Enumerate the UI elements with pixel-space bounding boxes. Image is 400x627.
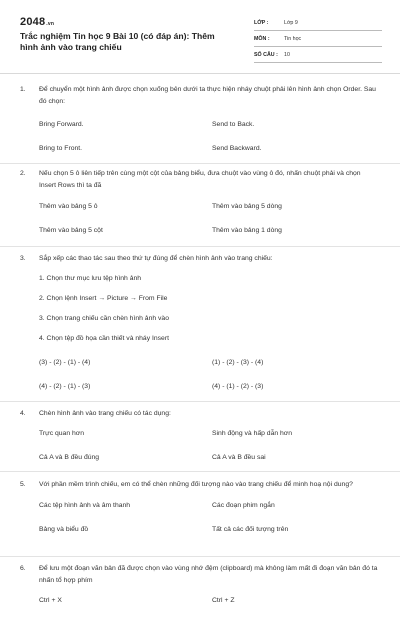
meta-value: Lớp 9 — [284, 20, 298, 26]
question-list — [0, 80, 400, 627]
logo-text: 2048 — [20, 16, 46, 28]
question-1 — [0, 80, 400, 164]
header-divider — [0, 73, 400, 74]
question-number: 5. — [20, 481, 26, 488]
answer-option[interactable]: Tất cả các đối tượng trên — [212, 525, 289, 533]
answer-option[interactable]: Bảng và biểu đồ — [39, 525, 89, 533]
answer-options — [0, 351, 400, 399]
answer-option[interactable]: (4) - (2) - (1) - (3) — [39, 382, 91, 390]
question-text — [0, 168, 400, 191]
question-body: Để chuyển một hình ảnh được chọn xuống bên dưới ta thực hiện nháy chuột phải lên hình ảnh chọn Order. Sau đó chọn: — [39, 86, 376, 105]
question-number: 2. — [20, 170, 26, 177]
answer-option[interactable]: (3) - (2) - (1) - (4) — [39, 358, 91, 366]
answer-option[interactable]: Thêm vào bảng 5 dòng — [212, 203, 282, 210]
answer-option[interactable]: Cả A và B đều đúng — [39, 453, 100, 461]
answer-option[interactable]: Send Backward. — [212, 145, 262, 152]
answer-option[interactable]: Ctrl + Z — [212, 597, 235, 604]
answer-option[interactable]: (4) - (1) - (2) - (3) — [212, 382, 264, 390]
question-3 — [0, 247, 400, 402]
question-number: 1. — [20, 86, 26, 93]
answer-options — [0, 195, 400, 243]
question-2 — [0, 164, 400, 247]
question-body: Để lưu một đoạn văn bản đã được chọn vào vùng nhớ đệm (clipboard) mà không làm mất đi đoạn văn bản đó ta nhấn tổ hợp phím — [39, 565, 378, 584]
meta-row-class — [254, 16, 382, 31]
question-text — [0, 84, 400, 107]
question-body: Chèn hình ảnh vào trang chiếu có tác dụng: — [39, 410, 171, 417]
meta-table — [254, 16, 382, 64]
question-number: 3. — [20, 255, 26, 262]
question-body: Nếu chọn 5 ô liên tiếp trên cùng một cột của bảng biểu, đưa chuột vào vùng ô đó, nhấn chuột phải và chọn Insert Rows thì ta đã — [39, 170, 361, 189]
answer-option[interactable]: Thêm vào bảng 5 cột — [39, 227, 103, 234]
question-text — [0, 253, 400, 265]
question-5 — [0, 472, 400, 557]
step-item: 3. Chọn trang chiếu cần chèn hình ảnh vào — [39, 314, 169, 322]
answer-options — [0, 113, 400, 161]
question-text — [0, 408, 400, 420]
question-body: Với phần mềm trình chiếu, em có thể chèn những đối tượng nào vào trang chiếu để minh hoạ nội dung? — [39, 481, 353, 488]
answer-option[interactable]: Thêm vào bảng 1 dòng — [212, 227, 282, 234]
meta-value: 10 — [284, 52, 290, 58]
question-text — [0, 479, 400, 491]
meta-key: MÔN : — [254, 36, 270, 42]
answer-options — [0, 589, 400, 613]
meta-value: Tin học — [284, 36, 302, 42]
answer-options — [0, 422, 400, 470]
answer-option[interactable]: Cả A và B đều sai — [212, 453, 266, 461]
answer-option[interactable]: Bring to Front. — [39, 145, 83, 152]
answer-option[interactable]: (1) - (2) - (3) - (4) — [212, 358, 264, 366]
answer-option[interactable]: Sinh động và hấp dẫn hơn — [212, 429, 293, 437]
meta-row-subject — [254, 32, 382, 47]
answer-option[interactable]: Trực quan hơn — [39, 429, 85, 437]
question-text — [0, 563, 400, 586]
question-body: Sắp xếp các thao tác sau theo thứ tự đúng để chèn hình ảnh vào trang chiếu: — [39, 255, 273, 262]
answer-option[interactable]: Ctrl + X — [39, 597, 62, 604]
question-number: 4. — [20, 410, 26, 417]
answer-option[interactable]: Bring Forward. — [39, 121, 84, 128]
step-item: 1. Chọn thư mục lưu tệp hình ảnh — [39, 274, 142, 282]
question-number: 6. — [20, 565, 26, 572]
meta-row-count — [254, 48, 382, 63]
meta-key: SỐ CÂU : — [254, 52, 278, 58]
site-logo[interactable] — [20, 16, 54, 28]
step-item: 2. Chọn lệnh Insert → Picture → From File — [39, 294, 168, 302]
answer-option[interactable]: Các tệp hình ảnh và âm thanh — [39, 501, 131, 509]
answer-option[interactable]: Thêm vào bảng 5 ô — [39, 203, 98, 210]
step-item: 4. Chọn tệp đồ họa cần thiết và nháy Insert — [39, 334, 169, 342]
question-4 — [0, 402, 400, 472]
step-list — [0, 269, 400, 349]
meta-key: LỚP : — [254, 20, 269, 26]
document-header — [0, 0, 400, 66]
question-6 — [0, 557, 400, 627]
logo-suffix: .vn — [46, 21, 55, 27]
page-title: Trắc nghiệm Tin học 9 Bài 10 (có đáp án): Thêm hình ảnh vào trang chiếu — [20, 31, 215, 52]
answer-option[interactable]: Send to Back. — [212, 121, 255, 128]
answer-option[interactable]: Các đoạn phim ngắn — [212, 501, 275, 509]
answer-options — [0, 494, 400, 542]
